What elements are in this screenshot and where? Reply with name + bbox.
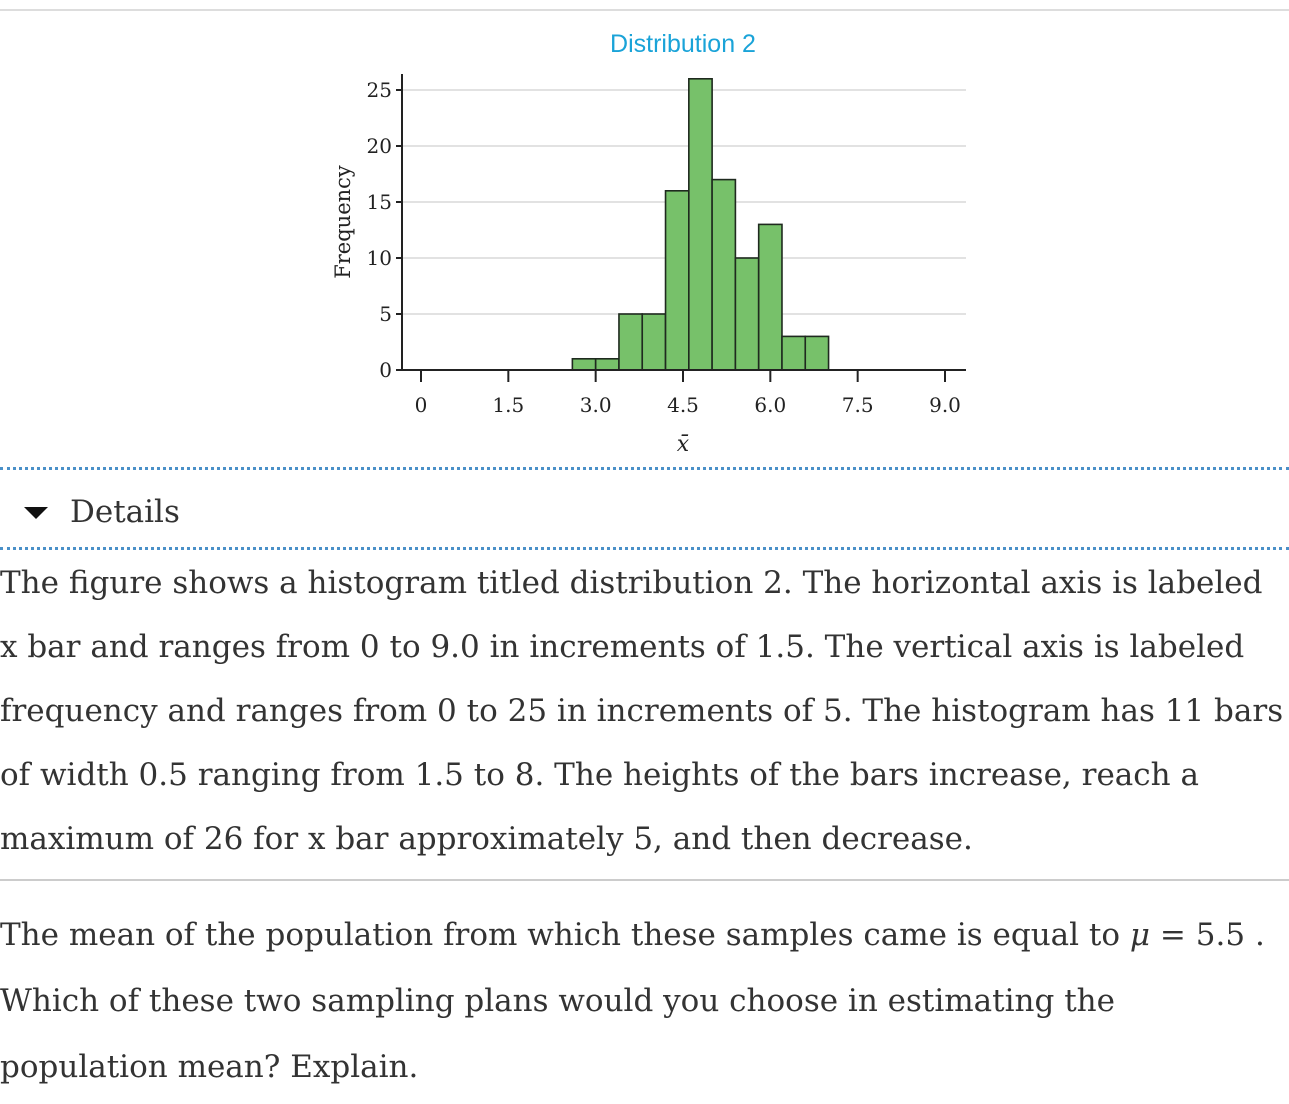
x-axis-tick-labels (415, 393, 961, 417)
x-tick-label: 6.0 (754, 393, 787, 417)
histogram-bar (596, 359, 619, 370)
histogram-bars (572, 79, 828, 370)
question-period: . (1254, 917, 1265, 953)
y-tick-label: 20 (366, 134, 392, 158)
y-tick-label: 5 (379, 302, 392, 326)
histogram-bar (782, 336, 805, 370)
y-tick-label: 10 (366, 246, 392, 270)
caret-down-icon (24, 507, 48, 519)
histogram-bar (572, 359, 595, 370)
x-axis-label: x̄ (676, 432, 690, 457)
question-text (0, 902, 1289, 1100)
y-axis-label: Frequency (331, 165, 355, 279)
x-tick-label: 7.5 (841, 393, 874, 417)
histogram-bar (805, 336, 828, 370)
chart-title: Distribution 2 (610, 30, 756, 58)
histogram-bar (666, 191, 689, 370)
mu-equation (1130, 917, 1245, 953)
figure-description: The figure shows a histogram titled distribution 2. The horizontal axis is labeled x bar and ranges from 0 to 9.0 in increments of 1.5. The vertical axis is labeled frequency and ranges from 0 to 25 in increments of 5. The histogram has 11 bars of width 0.5 ranging from 1.5 to 8. The heights of the bars increase, reach a maximum of 26 for x bar approximately 5, and then decrease. (0, 565, 1284, 857)
x-tick-label: 4.5 (667, 393, 699, 417)
mu-value: 5.5 (1195, 917, 1246, 953)
y-tick-label: 15 (366, 190, 392, 214)
histogram-bar (759, 224, 782, 370)
x-tick-label: 9.0 (929, 393, 961, 417)
details-bottom-border (0, 547, 1289, 550)
details-toggle[interactable] (24, 492, 180, 532)
question-body: Which of these two sampling plans would you choose in estimating the population mean? Explain. (0, 983, 1115, 1085)
section-divider (0, 879, 1289, 881)
histogram-bar (619, 314, 642, 370)
y-axis-tick-labels (367, 78, 392, 382)
x-tick-label: 1.5 (492, 393, 525, 417)
details-label: Details (70, 494, 180, 530)
y-tick-label: 0 (379, 358, 392, 382)
histogram-bar (642, 314, 665, 370)
histogram-bar (712, 180, 735, 370)
x-tick-label: 3.0 (579, 393, 612, 417)
details-top-border (0, 467, 1289, 470)
histogram-chart (0, 0, 1289, 465)
histogram-bar (689, 79, 712, 370)
x-tick-label: 0 (414, 393, 428, 417)
y-tick-label: 25 (366, 78, 392, 102)
equals-sign: = (1159, 917, 1186, 953)
histogram-bar (735, 258, 758, 370)
mu-symbol: μ (1129, 917, 1151, 953)
question-lead: The mean of the population from which these samples came is equal to (0, 917, 1121, 953)
